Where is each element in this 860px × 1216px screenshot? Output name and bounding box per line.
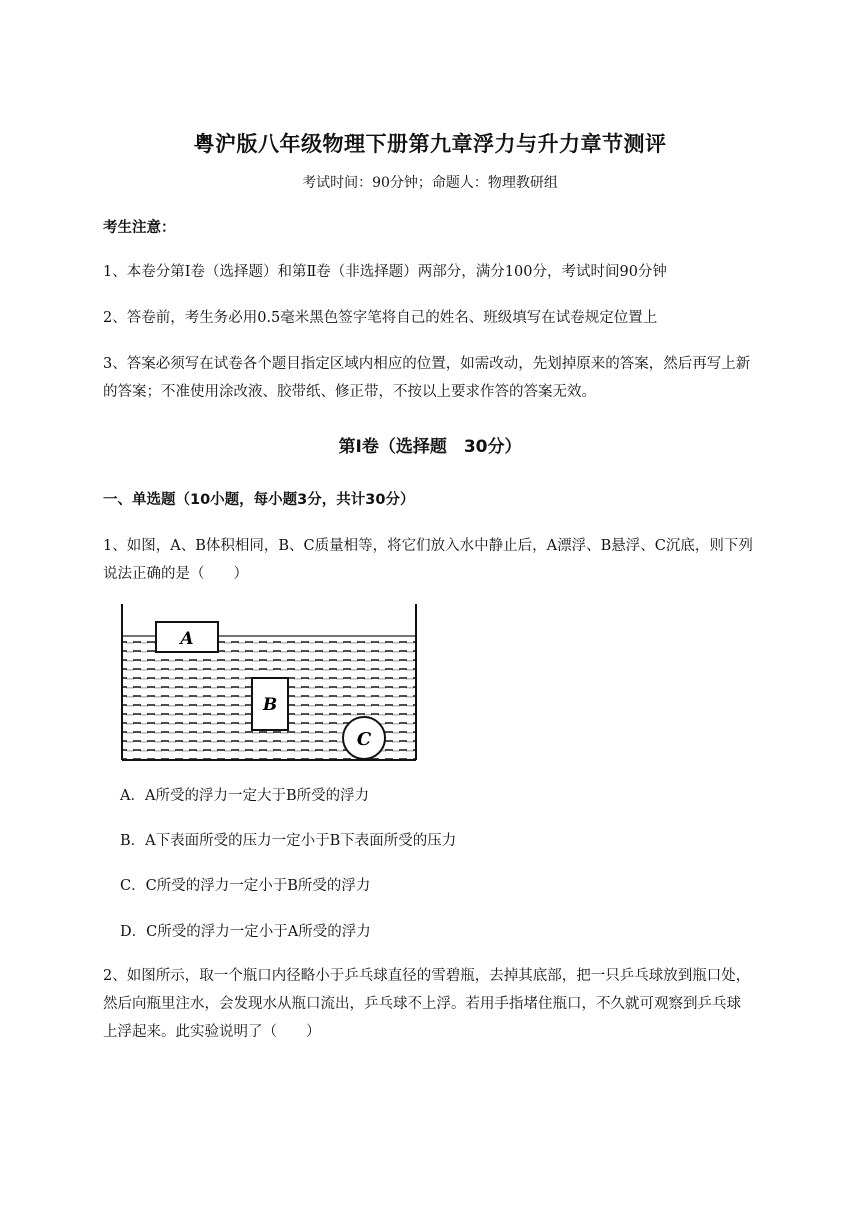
option-b: B．A下表面所受的压力一定小于B下表面所受的压力 <box>120 833 457 849</box>
block-b-label: B <box>262 695 278 715</box>
notice-item: 3、答案必须写在试卷各个题目指定区域内相应的位置，如需改动，先划掉原来的答案，然后再写上新 <box>103 356 751 372</box>
notice-heading: 考生注意： <box>103 220 176 236</box>
question-1-text: 1、如图，A、B体积相同，B、C质量相等，将它们放入水中静止后，A漂浮、B悬浮、C沉底，则下列 <box>103 538 753 554</box>
section-heading: 一、单选题（10小题，每小题3分，共计30分） <box>103 492 415 508</box>
question-2-text-continued: 上浮起来。此实验说明了（ ） <box>103 1024 321 1040</box>
option-d: D．C所受的浮力一定小于A所受的浮力 <box>120 924 371 940</box>
block-a-label: A <box>180 629 194 649</box>
question-2-text-continued: 然后向瓶里注水，会发现水从瓶口流出，乒乓球不上浮。若用手指堵住瓶口，不久就可观察到乒乓球 <box>103 996 741 1012</box>
notice-item: 2、答卷前，考生务必用0.5毫米黑色签字笔将自己的姓名、班级填写在试卷规定位置上 <box>103 310 658 326</box>
option-a: A．A所受的浮力一定大于B所受的浮力 <box>120 788 370 804</box>
buoyancy-figure <box>118 602 420 768</box>
page-title: 粤沪版八年级物理下册第九章浮力与升力章节测评 <box>193 132 667 156</box>
notice-item-continued: 的答案；不准使用涂改液、胶带纸、修正带，不按以上要求作答的答案无效。 <box>103 384 596 400</box>
question-2-text: 2、如图所示，取一个瓶口内径略小于乒乓球直径的雪碧瓶，去掉其底部，把一只乒乓球放到瓶口处， <box>103 968 751 984</box>
option-c: C．C所受的浮力一定小于B所受的浮力 <box>120 878 371 894</box>
ball-c-label: C <box>356 729 372 750</box>
question-1-text-continued: 说法正确的是（ ） <box>103 566 248 582</box>
notice-item: 1、本卷分第Ⅰ卷（选择题）和第Ⅱ卷（非选择题）两部分，满分100分，考试时间90分钟 <box>103 264 667 280</box>
exam-info: 考试时间：90分钟；命题人：物理教研组 <box>302 175 558 191</box>
part-title: 第Ⅰ卷（选择题 30分） <box>338 437 522 457</box>
